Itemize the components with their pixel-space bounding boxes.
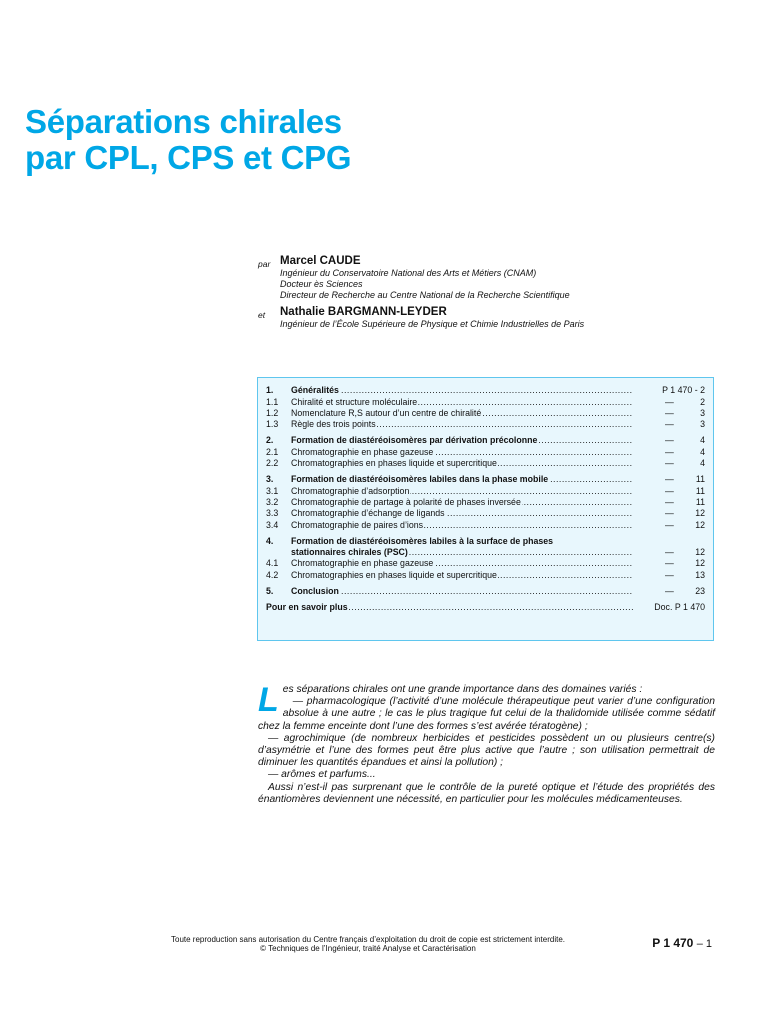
toc-page: 12 [695,558,705,569]
author-affiliation: Docteur ès Sciences [280,279,363,289]
toc-number: 5. [266,586,274,597]
toc-page: Doc. P 1 470 [654,602,705,613]
toc-entry [266,485,705,496]
toc-page: P 1 470 - 2 [662,385,705,396]
toc-label: Conclusion [291,586,339,597]
toc-label: stationnaires chirales (PSC) [291,547,408,558]
toc-entry [266,497,705,508]
toc-number: 4.1 [266,558,279,569]
toc-number: 4. [266,535,274,546]
toc-label: Chromatographies en phases liquide et supercritique [291,569,497,580]
author-name: Nathalie BARGMANN-LEYDER [280,306,447,318]
title-line-1: Séparations chirales [25,103,342,140]
introduction-text [258,681,715,806]
toc-number: 3.2 [266,496,279,507]
toc-page: 4 [700,458,705,469]
toc-entry [266,569,705,580]
toc-number: 3.3 [266,508,279,519]
toc-label: Chromatographie d’échange de ligands [291,508,445,519]
toc-number: 1.3 [266,419,279,430]
toc-number: 1. [266,385,274,396]
author-prefix: et [258,310,266,320]
toc-label: Chromatographies en phases liquide et supercritique [291,458,497,469]
toc-label: Chromatographie en phase gazeuse [291,558,434,569]
toc-label: Chiralité et structure moléculaire [291,396,418,407]
toc-number: 2.2 [266,458,279,469]
toc-label: Pour en savoir plus [266,602,348,613]
table-of-contents [257,377,714,641]
toc-number: 4.2 [266,569,279,580]
toc-label: Formation de diastéréoisomères labiles à la surface de phases [291,535,554,546]
toc-dash: — [665,474,674,485]
toc-entry [266,547,705,558]
toc-entry [266,586,705,597]
toc-label: Chromatographie d’adsorption [291,485,410,496]
author-1 [258,254,728,301]
intro-paragraph: Les séparations chirales ont une grande importance dans des domaines variés : [258,681,643,719]
toc-page: 12 [695,547,705,558]
author-affiliation: Directeur de Recherche au Centre National de la Recherche Scientifique [280,290,570,300]
toc-page: 11 [695,474,705,485]
toc-label: Chromatographie de paires d’ions [291,519,424,530]
toc-page: 11 [695,485,705,496]
toc-dash: — [665,496,674,507]
author-2 [258,305,728,330]
toc-number: 3.4 [266,519,279,530]
toc-label: Règle des trois points [291,419,376,430]
toc-entry [266,408,705,419]
page-reference [652,936,712,950]
toc-number: 3.1 [266,485,279,496]
toc-entry [266,396,705,407]
toc-label: Formation de diastéréoisomères labiles dans la phase mobile [291,474,549,485]
toc-entry [266,508,705,519]
toc-entry [266,602,705,613]
toc-dash: — [665,407,674,418]
intro-paragraph: — arômes et parfums... [268,769,376,781]
toc-page: 12 [695,519,705,530]
toc-label: Chromatographie de partage à polarité de phases inversée [291,496,521,507]
toc-page: 3 [700,419,705,430]
toc-dash: — [665,586,674,597]
page-number: – 1 [696,938,712,950]
intro-paragraph: — pharmacologique (l’activité d’une molécule thérapeutique peut varier d’une configuration absolue à une autre ; le cas le plus tragique fut celui de la thalidomide utilisée comme sédatif chez la femme enceinte dont l’une des formes s’est avérée tératogène) ; [258,696,715,732]
toc-dash: — [665,435,674,446]
copyright-line: Toute reproduction sans autorisation du Centre français d’exploitation du droit de copie est strictement interdite. [171,935,565,944]
toc-number: 2.1 [266,446,279,457]
copyright-notice [118,935,618,953]
toc-dash: — [665,508,674,519]
toc-number: 1.1 [266,396,279,407]
toc-label: Généralités [291,385,339,396]
copyright-line: © Techniques de l’Ingénieur, traité Analyse et Caractérisation [260,944,476,953]
toc-entry [266,446,705,457]
toc-dash: — [665,485,674,496]
toc-entry [266,536,705,547]
toc-page: 11 [695,496,705,507]
toc-label: Chromatographie en phase gazeuse [291,446,434,457]
toc-page: 3 [700,407,705,418]
toc-entry [266,558,705,569]
toc-page: 4 [700,435,705,446]
toc-page: 13 [695,569,705,580]
toc-dash: — [665,558,674,569]
title-line-2: par CPL, CPS et CPG [25,139,352,176]
toc-dash: — [665,519,674,530]
author-name: Marcel CAUDE [280,255,361,267]
toc-entry [266,474,705,485]
toc-number: 2. [266,435,274,446]
intro-paragraph: Aussi n’est-il pas surprenant que le contrôle de la pureté optique et l’étude des propriétés des énantiomères deviennent une nécessité, en particulier pour les molécules médicamenteuses. [258,781,715,805]
toc-number: 3. [266,474,274,485]
drop-cap: L [258,681,279,719]
document-reference: P 1 470 [652,936,694,950]
author-prefix: par [258,259,271,269]
toc-entry [266,458,705,469]
toc-entry [266,519,705,530]
toc-dash: — [665,458,674,469]
toc-page: 12 [695,508,705,519]
toc-number: 1.2 [266,407,279,418]
author-affiliation: Ingénieur de l’École Supérieure de Physique et Chimie Industrielles de Paris [280,319,585,329]
toc-entry [266,435,705,446]
toc-dash: — [665,569,674,580]
toc-dash: — [665,446,674,457]
toc-dash: — [665,419,674,430]
intro-paragraph: — agrochimique (de nombreux herbicides et pesticides possèdent un ou plusieurs centre(s) d’asymétrie et l’une des formes peut être plus active que l’autre ; son utilisation permettrait de diminuer les quantités épandues et ainsi la pollution) ; [258,732,715,769]
toc-label: Formation de diastéréoisomères par dérivation précolonne [291,435,538,446]
toc-label: Nomenclature R,S autour d’un centre de chiralité [291,407,482,418]
toc-dash: — [665,396,674,407]
authors-block [258,254,728,334]
author-affiliation: Ingénieur du Conservatoire National des Arts et Métiers (CNAM) [280,268,537,278]
toc-entry [266,385,705,396]
toc-page: 2 [700,396,705,407]
document-title [25,104,351,176]
toc-entry [266,419,705,430]
toc-page: 4 [700,446,705,457]
toc-page: 23 [695,586,705,597]
toc-dash: — [665,547,674,558]
